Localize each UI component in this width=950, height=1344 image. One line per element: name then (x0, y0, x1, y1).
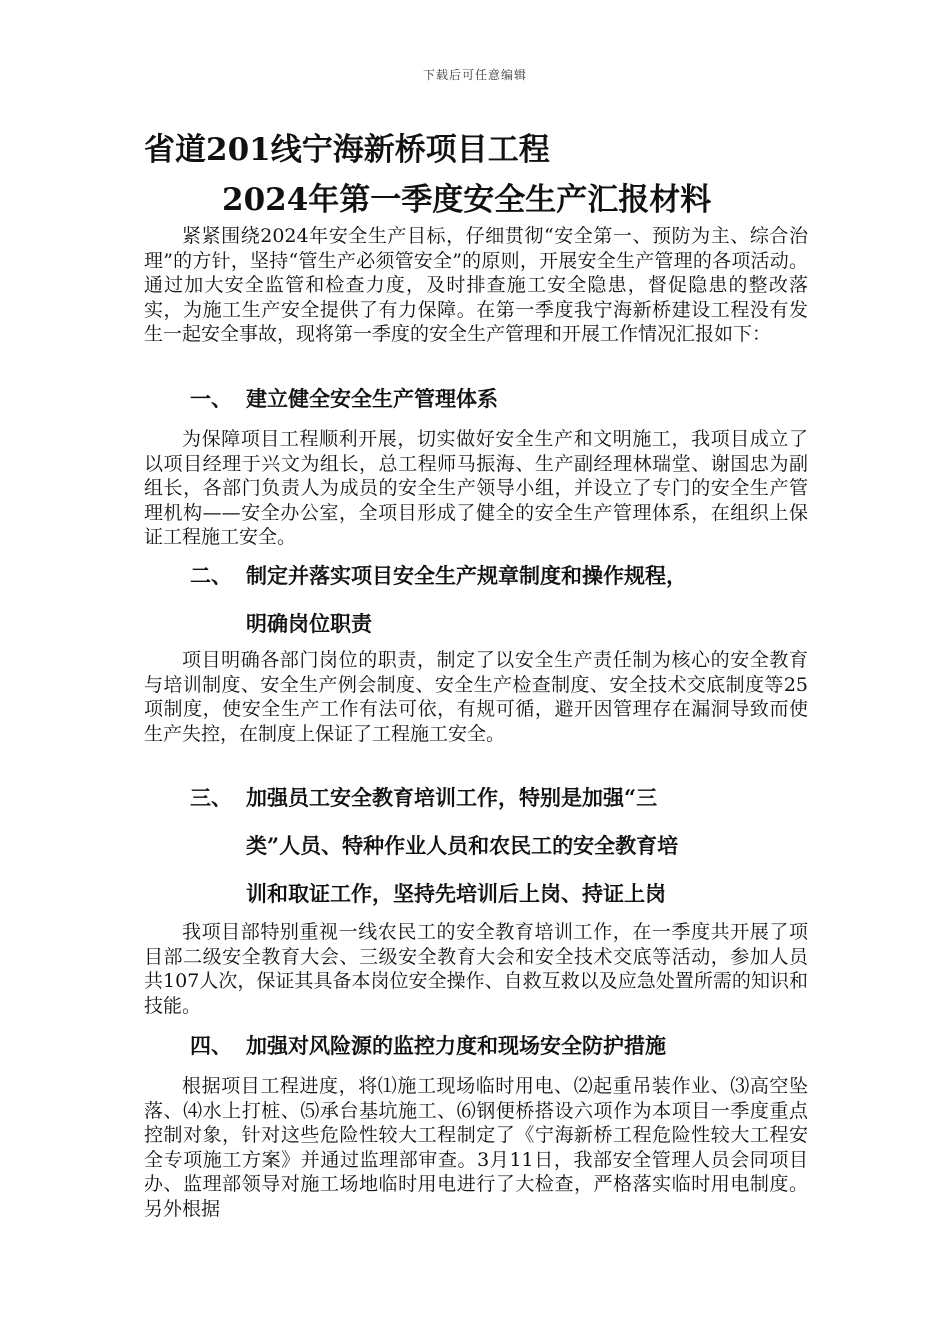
page-header-note: 下载后可任意编辑 (422, 68, 527, 82)
section-heading-text: 明确岗位职责 (246, 611, 372, 636)
section-heading-text: 建立健全安全生产管理体系 (246, 386, 498, 411)
section-number: 二、 (190, 563, 232, 588)
document-title-line-1: 省道201线宁海新桥项目工程 (144, 132, 550, 168)
section-heading-text: 制定并落实项目安全生产规章制度和操作规程， (246, 563, 687, 588)
section-body-3: 我项目部特别重视一线农民工的安全教育培训工作，在一季度共开展了项目部二级安全教育大会、三级安全教育大会和安全技术交底等活动，参加人员共107人次，保证其具备本岗位安全操作、自救互救以及应急处置所需的知识和技能。 (144, 921, 808, 1017)
section-body-2: 项目明确各部门岗位的职责，制定了以安全生产责任制为核心的安全教育与培训制度、安全生产例会制度、安全生产检查制度、安全技术交底制度等25项制度，使安全生产工作有法可依，有规可循，避开因管理存在漏洞导致而使生产失控，在制度上保证了工程施工安全。 (144, 649, 808, 745)
section-body-1: 为保障项目工程顺利开展，切实做好安全生产和文明施工，我项目成立了以项目经理于兴文为组长，总工程师马振海、生产副经理林瑞堂、谢国忠为副组长，各部门负责人为成员的安全生产领导小组，并设立了专门的安全生产管理机构——安全办公室，全项目形成了健全的安全生产管理体系，在组织上保证工程施工安全。 (144, 428, 808, 548)
section-body-4: 根据项目工程进度，将⑴施工现场临时用电、⑵起重吊装作业、⑶高空坠落、⑷水上打桩、⑸承台基坑施工、⑹钢便桥搭设六项作为本项目一季度重点控制对象，针对这些危险性较大工程制定了《宁海新桥工程危险性较大工程安全专项施工方案》并通过监理部审查。3月11日，我部安全管理人员会同项目办、监理部领导对施工场地临时用电进行了大检查，严格落实临时用电制度。另外根据 (144, 1075, 808, 1220)
section-heading-text: 加强对风险源的监控力度和现场安全防护措施 (246, 1033, 666, 1058)
section-heading-3 (190, 774, 810, 918)
section-number: 三、 (190, 785, 232, 810)
section-number: 四、 (190, 1033, 232, 1058)
section-heading-text: 训和取证工作，坚持先培训后上岗、持证上岗 (246, 881, 666, 906)
section-heading-2 (190, 552, 810, 648)
section-heading-text: 加强员工安全教育培训工作，特别是加强“三 (246, 785, 658, 810)
document-title-line-2: 2024年第一季度安全生产汇报材料 (222, 182, 712, 218)
section-number: 一、 (190, 386, 232, 411)
intro-paragraph: 紧紧围绕2024年安全生产目标，仔细贯彻“安全第一、预防为主、综合治理”的方针，坚持“管生产必须管安全”的原则，开展安全生产管理的各项活动。通过加大安全监管和检查力度，及时排查施工安全隐患，督促隐患的整改落实，为施工生产安全提供了有力保障。在第一季度我宁海新桥建设工程没有发生一起安全事故，现将第一季度的安全生产管理和开展工作情况汇报如下： (144, 225, 808, 345)
section-heading-4 (190, 1031, 810, 1061)
section-heading-text: 类”人员、特种作业人员和农民工的安全教育培 (246, 833, 679, 858)
section-heading-1 (190, 384, 810, 414)
